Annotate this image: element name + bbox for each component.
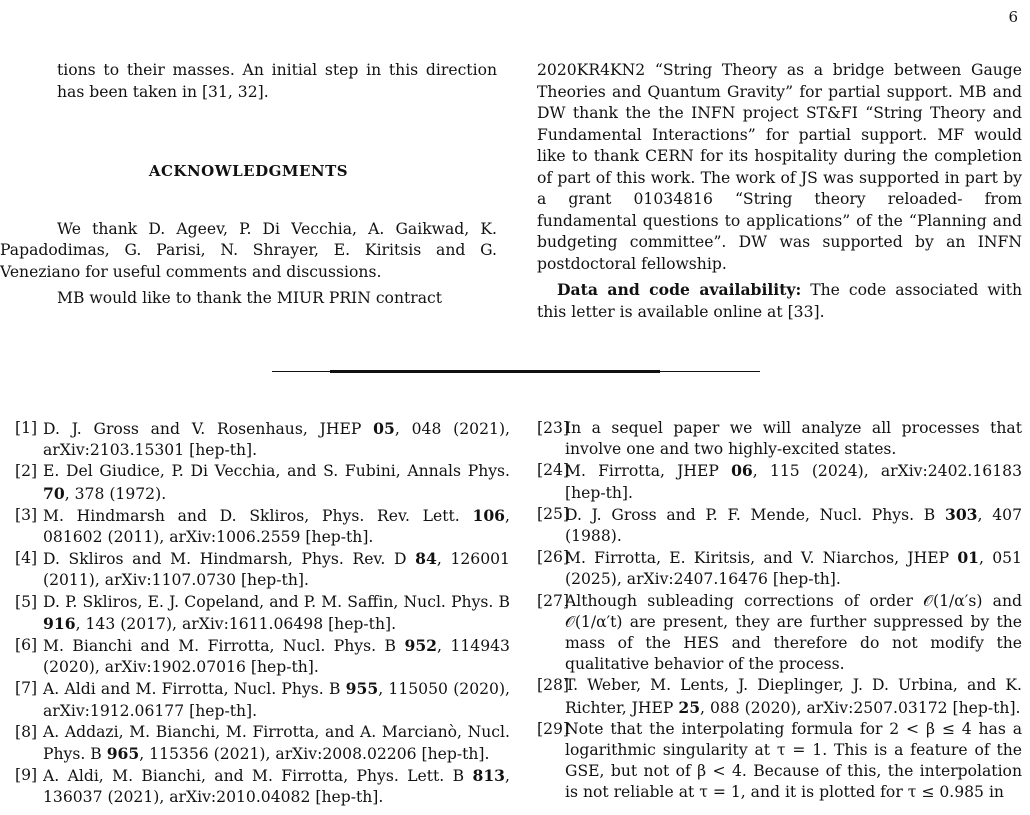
reference-volume: 70 [43,483,65,503]
reference-details: , 115356 (2021), arXiv:2008.02206 [hep-th]. [139,745,490,764]
reference-number: [28] [537,676,570,695]
section-heading: ACKNOWLEDGMENTS [148,162,349,180]
reference-details: , 051 (2025), arXiv:2407.16476 [hep-th]. [565,549,1022,589]
right-column [537,60,1022,323]
reference-text: D. P. Skliros, E. J. Copeland, and P. M. Saffin, Nucl. Phys. B [43,592,510,611]
reference-item [15,722,510,765]
reference-item [537,719,1022,804]
reference-number: [9] [15,766,38,785]
reference-text: E. Del Giudice, P. Di Vecchia, and S. Fubini, Annals Phys. [43,462,510,481]
acknowledgment-paragraph-2: MB would like to thank the MIUR PRIN contract [57,289,443,307]
reference-text: M. Firrotta, E. Kiritsis, and V. Niarchos, JHEP [565,549,958,568]
reference-volume: 106 [472,505,506,525]
data-availability-text: The code associated with this letter is available online at [33]. [537,281,1022,321]
reference-details: , 114943 (2020), arXiv:1902.07016 [hep-th]. [43,637,510,677]
left-column [0,60,497,310]
reference-details: , 143 (2017), arXiv:1611.06498 [hep-th]. [75,614,397,633]
reference-volume: 01 [957,548,980,568]
reference-item [15,418,510,461]
reference-text: D. J. Gross and V. Rosenhaus, JHEP [43,420,374,438]
references-divider-accent [330,370,660,373]
reference-number: [4] [15,549,38,568]
reference-number: [3] [15,505,38,524]
reference-number: [24] [537,461,570,480]
reference-item [537,675,1022,718]
reference-text: Although subleading corrections of order 𝒪(1/α′s) and 𝒪(1/α′t) are present, they are further suppressed by the mass of the HES and therefore do not modify the qualitative behavior of the process. [565,591,1022,674]
reference-item [15,505,510,548]
reference-item [537,591,1022,676]
reference-text: T. Weber, M. Lents, J. Dieplinger, J. D. Urbina, and K. Richter, JHEP [565,676,1022,717]
reference-item [15,461,510,504]
acknowledgment-paragraph-3: 2020KR4KN2 “String Theory as a bridge between Gauge Theories and Quantum Gravity” for partial support. MB and DW thank the the INFN project ST&FI “String Theory and Fundamental Interactions” for partial support. MF would like to thank CERN for its hospitality during the completion of part of this work. The work of JS was supported in part by a grant 01034816 “String theory reloaded- from fundamental questions to applications” of the “Planning and budgeting committee”. DW was supported by an INFN postdoctoral fellowship. [537,61,1022,273]
reference-number: [7] [15,679,38,698]
reference-details: , 048 (2021), arXiv:2103.15301 [hep-th]. [43,420,510,460]
reference-volume: 955 [345,679,379,699]
reference-text: M. Bianchi and M. Firrotta, Nucl. Phys. B [43,637,405,656]
references-left-list [15,418,510,809]
reference-text: A. Addazi, M. Bianchi, M. Firrotta, and A. Marcianò, Nucl. Phys. B [43,722,510,764]
intro-paragraph: tions to their masses. An initial step in this direction has been taken in [31, 32]. [57,61,497,101]
reference-text: M. Hindmarsh and D. Skliros, Phys. Rev. Lett. [43,506,473,525]
reference-details: , 136037 (2021), arXiv:2010.04082 [hep-th]. [43,767,510,807]
reference-text: Note that the interpolating formula for 2 < β ≤ 4 has a logarithmic singularity at τ = 1. This is a feature of the GSE, but not of β < 4. Because of this, the interpolation is not reliable at τ = 1, and it is plotted for τ ≤ 0.985 in [565,719,1022,802]
acknowledgment-paragraph-1: We thank D. Ageev, P. Di Vecchia, A. Gaikwad, K. Papadodimas, G. Parisi, N. Shrayer, E. Kiritsis and G. Veneziano for useful comments and discussions. [0,219,497,281]
data-availability-paragraph [537,279,1022,323]
reference-number: [27] [537,591,570,610]
reference-number: [23] [537,419,570,437]
reference-item [15,548,510,591]
reference-details: , 126001 (2011), arXiv:1107.0730 [hep-th]. [43,550,510,590]
reference-number: [29] [537,719,570,738]
reference-text: A. Aldi and M. Firrotta, Nucl. Phys. B [43,680,346,699]
reference-item [537,547,1022,590]
reference-item [15,635,510,678]
reference-number: [2] [15,462,38,481]
data-availability-label: Data and code availability: [557,280,802,299]
reference-volume: 25 [678,697,701,717]
reference-number: [25] [537,504,570,523]
page-number: 6 [1008,8,1018,26]
reference-volume: 303 [944,504,978,524]
reference-item [537,418,1022,460]
reference-details: , 115050 (2020), arXiv:1912.06177 [hep-th]. [43,680,510,720]
reference-details: , 081602 (2011), arXiv:1006.2559 [hep-th]. [43,506,510,547]
reference-details: , 115 (2024), arXiv:2402.16183 [hep-th]. [565,462,1022,502]
reference-number: [8] [15,722,38,741]
reference-details: , 378 (1972). [64,484,167,503]
reference-text: M. Firrotta, JHEP [565,462,732,481]
reference-text: A. Aldi, M. Bianchi, and M. Firrotta, Phys. Lett. B [43,767,473,786]
reference-text: In a sequel paper we will analyze all processes that involve one and two highly-excited states. [565,419,1022,459]
reference-volume: 965 [106,744,140,764]
reference-item [15,678,510,721]
reference-text: D. J. Gross and P. F. Mende, Nucl. Phys. B [565,505,945,524]
reference-item [15,765,510,808]
reference-volume: 84 [415,549,437,569]
reference-item [537,504,1022,547]
reference-item [537,460,1022,503]
reference-number: [26] [537,548,570,567]
reference-number: [5] [15,592,38,611]
reference-volume: 05 [373,419,395,438]
reference-number: [6] [15,636,38,655]
reference-volume: 06 [731,461,753,481]
reference-details: , 088 (2020), arXiv:2507.03172 [hep-th]. [700,698,1021,717]
reference-volume: 952 [404,636,438,656]
reference-details: , 407 (1988). [565,505,1022,546]
references-right-list [537,418,1022,804]
reference-text: D. Skliros and M. Hindmarsh, Phys. Rev. D [43,550,416,569]
reference-volume: 813 [472,766,506,786]
reference-number: [1] [15,419,38,437]
reference-item [15,592,510,635]
reference-volume: 916 [43,613,76,633]
